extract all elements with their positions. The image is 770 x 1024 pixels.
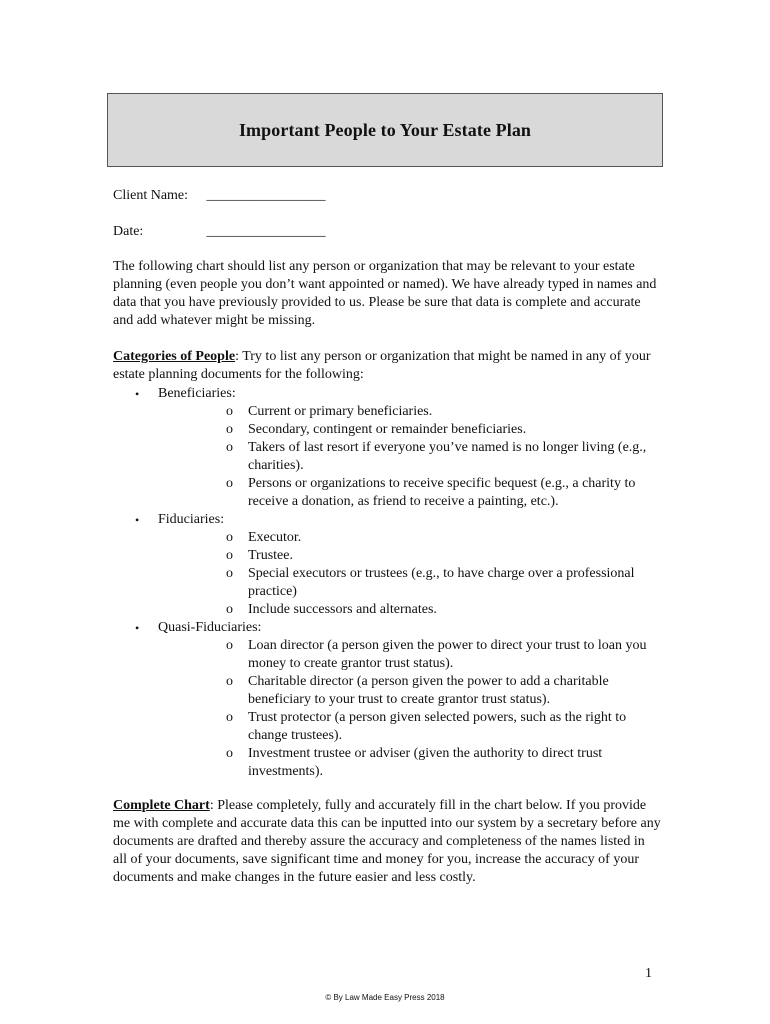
bullet-item [113,385,661,511]
sub-bullet-icon: o [226,674,233,689]
bullet-label: Beneficiaries: [158,386,236,401]
sub-list-item [158,565,661,601]
sub-list-item [158,439,661,475]
footer-copyright: © By Law Made Easy Press 2018 [325,993,445,1002]
sub-list-text: Persons or organizations to receive specific bequest (e.g., a charity to receive a donation, as friend to receive a painting, etc.). [248,476,636,509]
bullet-label: Fiduciaries: [158,512,225,527]
sub-list-item [158,601,661,619]
sub-list-text: Loan director (a person given the power to direct your trust to loan you money to create grantor trust status). [248,638,647,671]
complete-chart-paragraph [113,797,661,887]
sub-bullet-icon: o [226,404,233,419]
bullet-item [113,511,661,619]
sub-bullet-icon: o [226,638,233,653]
sub-list-text: Include successors and alternates. [248,602,437,617]
categories-text: : Try to list any person or organization that might be named in any of your estate planning documents for the following: [113,349,651,382]
sub-list-text: Secondary, contingent or remainder beneficiaries. [248,422,527,437]
sub-list-item [158,475,661,511]
sub-bullet-icon: o [226,476,233,491]
bullet-item [113,619,661,781]
bullet-icon: • [135,387,140,401]
client-name-label: Client Name: [113,188,189,203]
sub-list [158,529,661,619]
complete-chart-heading: Complete Chart [113,798,210,813]
date-label: Date: [113,224,144,239]
sub-bullet-icon: o [226,746,233,761]
bullet-icon: • [135,513,140,527]
sub-bullet-icon: o [226,422,233,437]
sub-list-item [158,547,661,565]
sub-list-item [158,421,661,439]
sub-list-text: Charitable director (a person given the power to add a charitable beneficiary to your trust to create grantor trust status). [248,674,609,707]
sub-list [158,403,661,511]
sub-list-text: Executor. [248,530,302,545]
sub-list-item [158,709,661,745]
sub-bullet-icon: o [226,602,233,617]
bullet-icon: • [135,621,140,635]
sub-list [158,637,661,781]
title-box [107,93,663,167]
date-row [113,224,326,240]
sub-list-item [158,403,661,421]
sub-list-item [158,529,661,547]
categories-paragraph [113,348,661,384]
bullet-label: Quasi-Fiduciaries: [158,620,262,635]
sub-list-item [158,637,661,673]
sub-bullet-icon: o [226,530,233,545]
client-name-row [113,188,326,204]
categories-heading: Categories of People [113,349,236,364]
complete-chart-text: : Please completely, fully and accurately fill in the chart below. If you provide me with complete and accurate data this can be inputted into our system by a secretary before any documents are drafted and thereby assure the accuracy and completeness of the names listed in all of your documents, save significant time and money for you, increase the accuracy of your documents and make changes in the future easier and less costly. [113,798,661,885]
sub-bullet-icon: o [226,566,233,581]
page-number: 1 [645,966,652,981]
sub-list-text: Trust protector (a person given selected powers, such as the right to change trustees). [248,710,627,743]
sub-list-text: Trustee. [248,548,293,563]
sub-bullet-icon: o [226,440,233,455]
sub-bullet-icon: o [226,548,233,563]
sub-list-text: Investment trustee or adviser (given the authority to direct trust investments). [248,746,603,779]
categories-list [113,385,661,781]
sub-list-text: Takers of last resort if everyone you’ve named is no longer living (e.g., charities). [248,440,647,473]
sub-list-item [158,673,661,709]
intro-paragraph: The following chart should list any person or organization that may be relevant to your estate planning (even people you don’t want appointed or named). We have already typed in names and data that you have previously provided to us. Please be sure that data is complete and accurate and add whatever might be missing. [113,259,657,328]
sub-list-item [158,745,661,781]
document-title: Important People to Your Estate Plan [238,119,532,140]
date-blank: _________________ [206,224,326,239]
client-name-blank: _________________ [206,188,326,203]
sub-list-text: Special executors or trustees (e.g., to have charge over a professional practice) [248,566,635,599]
sub-list-text: Current or primary beneficiaries. [248,404,433,419]
sub-bullet-icon: o [226,710,233,725]
